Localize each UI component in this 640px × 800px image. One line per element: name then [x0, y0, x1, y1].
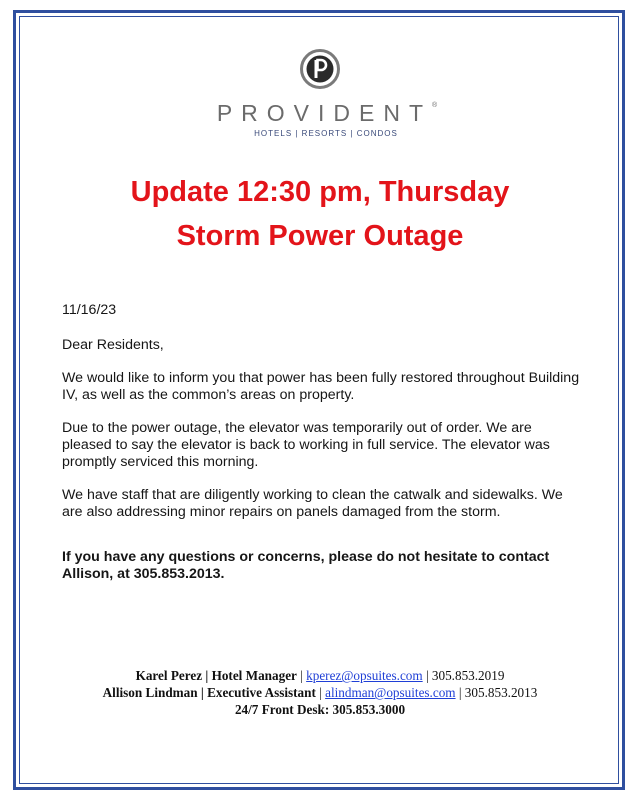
headline-line-1: Update 12:30 pm, Thursday — [130, 176, 510, 208]
assistant-name-title: Allison Lindman | Executive Assistant — [102, 685, 316, 700]
assistant-email-link[interactable]: alindman@opsuites.com — [325, 685, 456, 700]
brand-wordmark: PROVIDENT® — [216, 100, 438, 126]
provident-logo — [0, 48, 640, 138]
paragraph-cleanup: We have staff that are diligently working to clean the catwalk and sidewalks. We are also addressing minor repairs on panels damaged from the storm. — [62, 487, 563, 520]
notice-headline — [0, 170, 640, 258]
assistant-phone: 305.853.2013 — [464, 685, 538, 700]
contact-footer — [0, 667, 640, 718]
footer-assistant-line: Allison Lindman | Executive Assistant | alindman@opsuites.com | 305.853.2013 — [102, 685, 538, 700]
paragraph-elevator: Due to the power outage, the elevator was temporarily out of order. We are pleased to say the elevator is back to working in full service. The elevator was promptly serviced this morning. — [62, 420, 550, 470]
manager-name-title: Karel Perez | Hotel Manager — [135, 668, 297, 683]
footer-manager-line: Karel Perez | Hotel Manager | kperez@opsuites.com | 305.853.2019 — [135, 668, 505, 683]
brand-tagline: HOTELS | RESORTS | CONDOS — [254, 129, 398, 138]
paragraph-power-restored: We would like to inform you that power has been fully restored throughout Building IV, as well as the common’s areas on property. — [62, 370, 580, 403]
manager-phone: 305.853.2019 — [431, 668, 505, 683]
front-desk-line: 24/7 Front Desk: 305.853.3000 — [234, 702, 406, 717]
letter-body — [62, 302, 582, 599]
letter-greeting: Dear Residents, — [62, 337, 164, 353]
provident-p-logo-icon — [299, 48, 341, 90]
manager-email-link[interactable]: kperez@opsuites.com — [306, 668, 423, 683]
contact-note: If you have any questions or concerns, please do not hesitate to contact Allison, at 305.853.2013. — [62, 549, 550, 582]
letter-date: 11/16/23 — [62, 302, 117, 318]
headline-line-2: Storm Power Outage — [176, 220, 464, 252]
